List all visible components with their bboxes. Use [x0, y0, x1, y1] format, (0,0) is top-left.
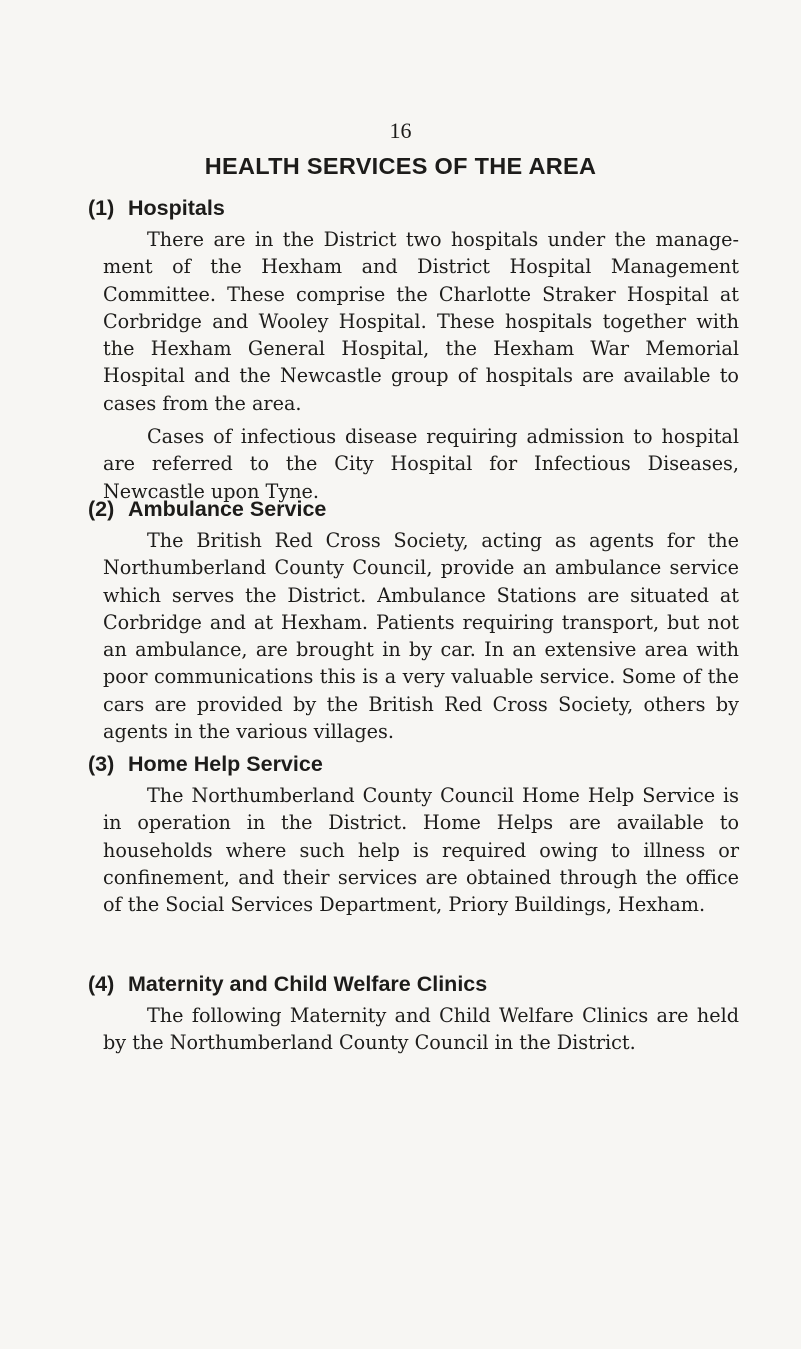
- section-maternity-child-welfare: [88, 970, 739, 1057]
- section-title: Hospitals: [128, 196, 225, 220]
- section-heading: [88, 970, 739, 998]
- section-number: (4): [88, 972, 115, 996]
- page-title: HEALTH SERVICES OF THE AREA: [204, 153, 597, 179]
- section-paragraph: Cases of infectious disease requiring admission to hospital are referred to the City Hospital for Infectious Diseases, Newcastle upon Tyne.: [103, 425, 739, 503]
- section-heading: [88, 750, 739, 778]
- section-heading: [88, 194, 739, 222]
- page-number: 16: [389, 118, 412, 143]
- section-hospitals: [88, 194, 739, 505]
- section-ambulance-service: [88, 495, 739, 745]
- section-number: (2): [88, 497, 115, 521]
- section-heading: [88, 495, 739, 523]
- section-number: (1): [88, 196, 115, 220]
- section-title: Home Help Service: [128, 752, 323, 776]
- section-paragraph: The Northumberland County Council Home Help Service is in operation in the District. Home Helps are available to households where such help is required owing to illness or confinement, and their services are obtained through the office of the Social Services Department, Priory Buildings, Hexham.: [103, 784, 739, 917]
- section-title: Maternity and Child Welfare Clinics: [128, 972, 488, 996]
- section-paragraph: There are in the District two hospitals under the management of the Hexham and District Hospital Management Committee. These comprise the Charlotte Straker Hospital at Corbridge and Wooley Hospital. These hospitals together with the Hexham General Hospital, the Hexham War Memorial Hospital and the Newcastle group of hospitals are available to cases from the area.: [103, 228, 739, 415]
- section-paragraph: The British Red Cross Society, acting as agents for the Northumberland County Council, provide an ambulance service which serves the District. Ambulance Stations are situated at Corbridge and at Hexham. Patients requiring transport, but not an ambulance, are brought in by car. In an extensive area with poor communications this is a very valuable service. Some of the cars are provided by the British Red Cross Society, others by agents in the various villages.: [103, 529, 739, 744]
- section-paragraph: The following Maternity and Child Welfare Clinics are held by the Northumberland County Council in the District.: [103, 1004, 739, 1055]
- section-number: (3): [88, 752, 115, 776]
- section-title: Ambulance Service: [128, 497, 327, 521]
- section-home-help-service: [88, 750, 739, 918]
